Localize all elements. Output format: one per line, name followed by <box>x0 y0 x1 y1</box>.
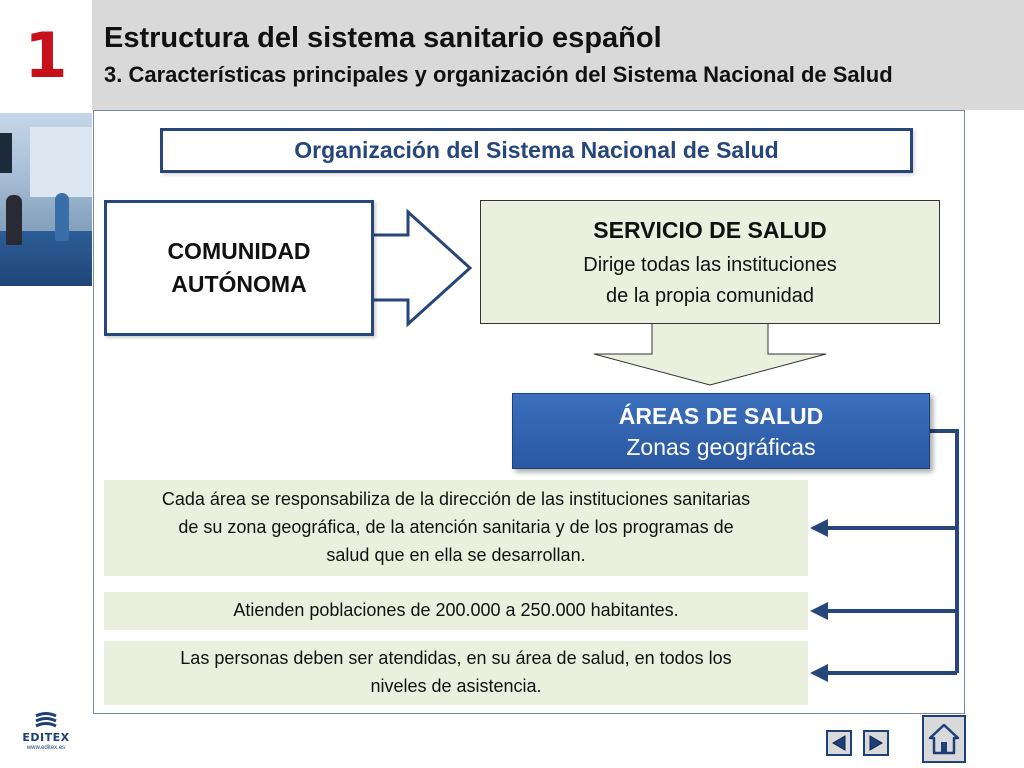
home-button[interactable] <box>922 715 966 763</box>
next-arrow-icon <box>867 734 885 752</box>
photo-person <box>6 195 22 245</box>
info-box-poblacion <box>104 592 808 630</box>
areas-subtitle: Zonas geográficas <box>626 434 816 460</box>
editex-logo-icon <box>32 712 60 730</box>
comunidad-line2: AUTÓNOMA <box>171 271 307 297</box>
reception-photo <box>0 113 92 286</box>
photo-wall <box>30 127 92 197</box>
photo-person <box>55 193 69 241</box>
areas-de-salud-box <box>512 393 930 469</box>
info3-line2: niveles de asistencia. <box>370 676 542 696</box>
diagram-title: Organización del Sistema Nacional de Salud <box>160 128 913 173</box>
comunidad-line1: COMUNIDAD <box>167 237 311 264</box>
logo-url: www.editex.es <box>26 745 66 751</box>
info1-line3: salud que en ella se desarrollan. <box>326 544 586 565</box>
page-subtitle: 3. Características principales y organización del Sistema Nacional de Salud <box>104 62 893 87</box>
header-band <box>92 0 1024 110</box>
info1-line2: de su zona geográfica, de la atención sanitaria y de los programas de <box>178 517 734 538</box>
info1-line1: Cada área se responsabiliza de la dirección de las instituciones sanitarias <box>161 489 751 510</box>
next-button[interactable] <box>863 730 889 756</box>
prev-arrow-icon <box>830 734 848 752</box>
chapter-number: 1 <box>24 18 68 92</box>
info-box-responsabilidad <box>104 480 808 576</box>
comunidad-autonoma-box <box>104 200 374 336</box>
photo-screen <box>0 133 12 173</box>
info3-line1: Las personas deben ser atendidas, en su área de salud, en todos los <box>180 648 732 669</box>
page-title: Estructura del sistema sanitario español <box>104 22 662 54</box>
areas-title: ÁREAS DE SALUD <box>618 403 824 429</box>
info2-line1: Atienden poblaciones de 200.000 a 250.000 habitantes. <box>233 600 679 621</box>
servicio-desc-line1: Dirige todas las instituciones <box>583 254 837 276</box>
editex-logo <box>18 712 74 762</box>
servicio-description <box>481 250 939 312</box>
info-box-atencion <box>104 641 808 705</box>
servicio-de-salud-box <box>480 200 940 324</box>
home-icon <box>927 722 961 756</box>
previous-button[interactable] <box>826 730 852 756</box>
logo-name: EDITEX <box>22 731 70 744</box>
servicio-desc-line2: de la propia comunidad <box>606 285 814 307</box>
servicio-title: SERVICIO DE SALUD <box>593 217 827 243</box>
